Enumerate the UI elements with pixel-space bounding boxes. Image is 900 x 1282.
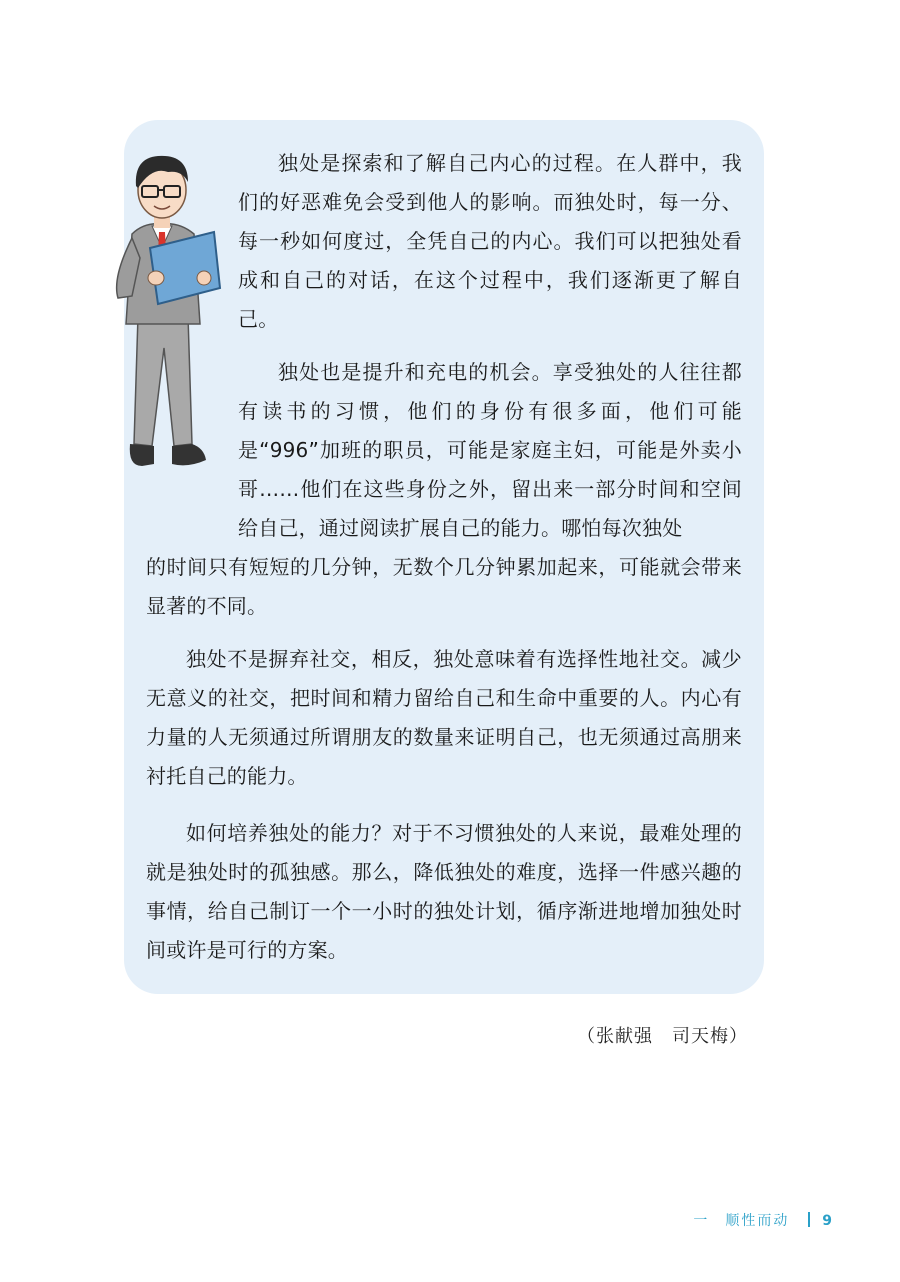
paragraph-4: 如何培养独处的能力？对于不习惯独处的人来说，最难处理的就是独处时的孤独感。那么，降低独处的难度，选择一件感兴趣的事情，给自己制订一个一小时的独处计划，循序渐进地增加独处时间或许是可行的方案。 — [146, 821, 742, 962]
paragraph-2: 独处也是提升和充电的机会。享受独处的人往往都有读书的习惯，他们的身份有很多面，他们可能是“996”加班的职员，可能是家庭主妇，可能是外卖小哥……他们在这些身份之外，留出来一部分时间和空间给自己，通过阅读扩展自己的能力。哪怕每次独处 — [238, 360, 742, 540]
paragraph-2-continued: 的时间只有短短的几分钟，无数个几分钟累加起来，可能就会带来显著的不同。 — [146, 555, 742, 618]
paragraph-3: 独处不是摒弃社交，相反，独处意味着有选择性地社交。减少无意义的社交，把时间和精力留给自己和生命中重要的人。内心有力量的人无须通过所谓朋友的数量来证明自己，也无须通过高朋来衬托自己的能力。 — [146, 647, 742, 788]
chapter-title: 一 顺性而动 — [693, 1213, 790, 1229]
footer-divider — [808, 1212, 810, 1227]
teacher-with-tablet-illustration — [108, 148, 226, 474]
author-credit: （张献强 司天梅） — [577, 1026, 748, 1047]
paragraph-1: 独处是探索和了解自己内心的过程。在人群中，我们的好恶难免会受到他人的影响。而独处时，每一分、每一秒如何度过，全凭自己的内心。我们可以把独处看成和自己的对话，在这个过程中，我们逐渐更了解自己。 — [238, 151, 742, 331]
page-number: 9 — [822, 1213, 834, 1229]
page-footer — [693, 1210, 834, 1230]
